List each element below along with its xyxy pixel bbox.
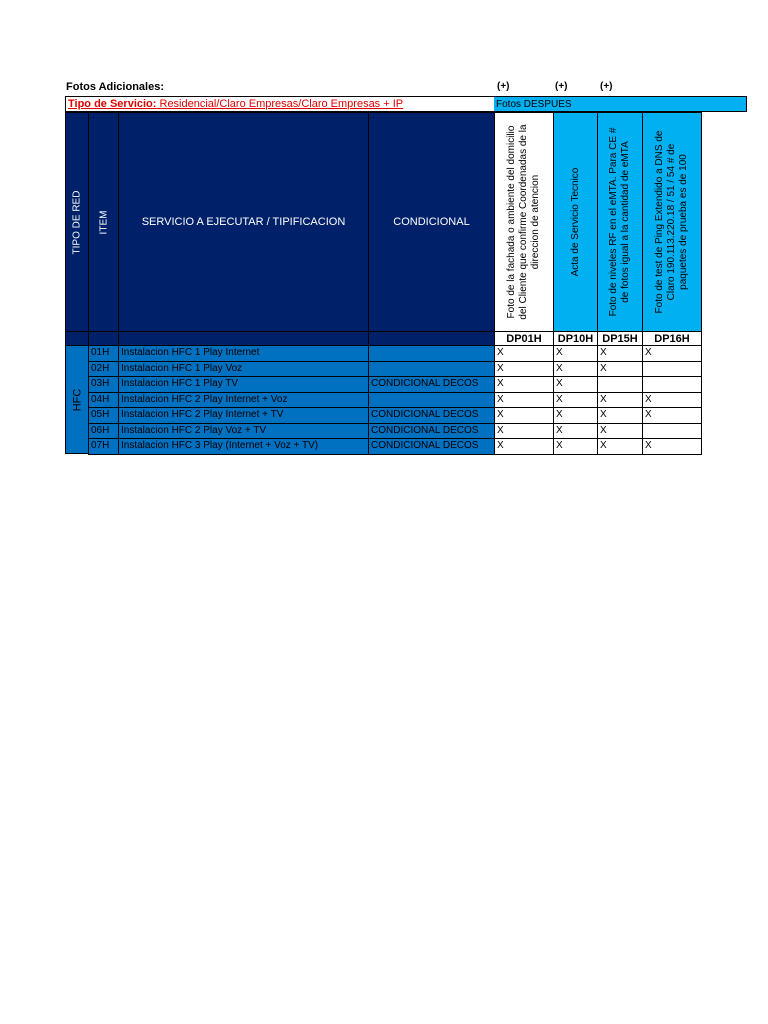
row-servicio: Instalacion HFC 3 Play (Internet + Voz + TV)	[118, 438, 369, 455]
row-servicio: Instalacion HFC 2 Play Internet + TV	[118, 407, 369, 424]
photo-col-header-2	[553, 112, 598, 332]
row-item: 01H	[88, 345, 119, 362]
row-mark: X	[494, 345, 554, 362]
plus-mark-3: (+)	[600, 81, 613, 92]
row-condicional	[368, 361, 495, 378]
row-servicio: Instalacion HFC 1 Play TV	[118, 376, 369, 393]
row-condicional: CONDICIONAL DECOS	[368, 423, 495, 440]
row-mark: X	[597, 392, 643, 409]
row-mark: X	[553, 361, 598, 378]
row-mark: X	[597, 361, 643, 378]
photo-col-header-1	[494, 112, 554, 332]
row-item: 04H	[88, 392, 119, 409]
row-mark	[597, 376, 643, 393]
row-mark: X	[553, 423, 598, 440]
row-mark: X	[494, 438, 554, 455]
row-mark	[642, 376, 702, 393]
row-condicional: CONDICIONAL DECOS	[368, 438, 495, 455]
photo-col-desc-3: Foto de niveles RF en el eMTA. Para CE # de fotos igual a la cantidad de eMTA	[608, 127, 631, 317]
photo-col-header-3	[597, 112, 643, 332]
code-dp10h: DP10H	[553, 331, 598, 346]
code-row-spacer-1	[65, 331, 89, 346]
col-header-servicio	[118, 112, 369, 332]
fotos-despues-header: Fotos DESPUES	[494, 96, 747, 112]
row-servicio: Instalacion HFC 2 Play Internet + Voz	[118, 392, 369, 409]
row-condicional	[368, 345, 495, 362]
col-header-item	[88, 112, 119, 332]
row-mark: X	[642, 407, 702, 424]
row-mark: X	[642, 438, 702, 455]
col-header-condicional	[368, 112, 495, 332]
code-dp16h: DP16H	[642, 331, 702, 346]
row-mark	[642, 423, 702, 440]
group-hfc-label: HFC	[71, 388, 84, 411]
tipo-servicio-value: Residencial/Claro Empresas/Claro Empresas + IP	[156, 98, 404, 110]
row-item: 03H	[88, 376, 119, 393]
photo-col-desc-1: Foto de la fachada o ambiente del domicilio del Cliente que confirme Coordenadas de la direccion de atencion	[506, 124, 541, 320]
row-mark: X	[494, 423, 554, 440]
plus-mark-1: (+)	[497, 81, 510, 92]
row-mark: X	[553, 345, 598, 362]
row-mark: X	[553, 438, 598, 455]
row-item: 07H	[88, 438, 119, 455]
code-row-spacer-3	[118, 331, 369, 346]
row-mark: X	[597, 345, 643, 362]
row-mark: X	[597, 438, 643, 455]
col-header-item-label: ITEM	[97, 210, 109, 234]
row-mark: X	[494, 407, 554, 424]
row-mark: X	[553, 407, 598, 424]
row-servicio: Instalacion HFC 1 Play Voz	[118, 361, 369, 378]
row-mark: X	[642, 392, 702, 409]
row-mark: X	[553, 392, 598, 409]
code-dp01h: DP01H	[494, 331, 554, 346]
row-condicional: CONDICIONAL DECOS	[368, 407, 495, 424]
page-title: Fotos Adicionales:	[66, 81, 164, 93]
row-condicional: CONDICIONAL DECOS	[368, 376, 495, 393]
col-header-tipo-red	[65, 112, 89, 332]
photo-col-desc-4: Foto de test de Ping Extendido a DNS de Claro 190.113.220.18 / 51 / 54 # de paquetes de prueba es de 100	[654, 130, 689, 314]
row-mark: X	[642, 345, 702, 362]
row-servicio: Instalacion HFC 2 Play Voz + TV	[118, 423, 369, 440]
row-mark: X	[494, 392, 554, 409]
code-row-spacer-2	[88, 331, 119, 346]
code-dp15h: DP15H	[597, 331, 643, 346]
row-item: 05H	[88, 407, 119, 424]
col-header-servicio-label: SERVICIO A EJECUTAR / TIPIFICACION	[141, 216, 346, 228]
row-mark	[642, 361, 702, 378]
row-mark: X	[494, 376, 554, 393]
tipo-servicio-row	[65, 96, 495, 112]
group-hfc	[65, 345, 89, 454]
photo-col-desc-2: Acta de Servicio Tecnico	[569, 167, 581, 277]
tipo-servicio-label: Tipo de Servicio:	[68, 98, 157, 110]
row-condicional	[368, 392, 495, 409]
row-item: 06H	[88, 423, 119, 440]
row-mark: X	[553, 376, 598, 393]
row-mark: X	[494, 361, 554, 378]
row-item: 02H	[88, 361, 119, 378]
row-mark: X	[597, 423, 643, 440]
row-servicio: Instalacion HFC 1 Play Internet	[118, 345, 369, 362]
plus-mark-2: (+)	[555, 81, 568, 92]
col-header-condicional-label: CONDICIONAL	[393, 216, 470, 228]
photo-col-header-4	[642, 112, 702, 332]
code-row-spacer-4	[368, 331, 495, 346]
row-mark: X	[597, 407, 643, 424]
col-header-tipo-red-label: TIPO DE RED	[71, 190, 83, 254]
